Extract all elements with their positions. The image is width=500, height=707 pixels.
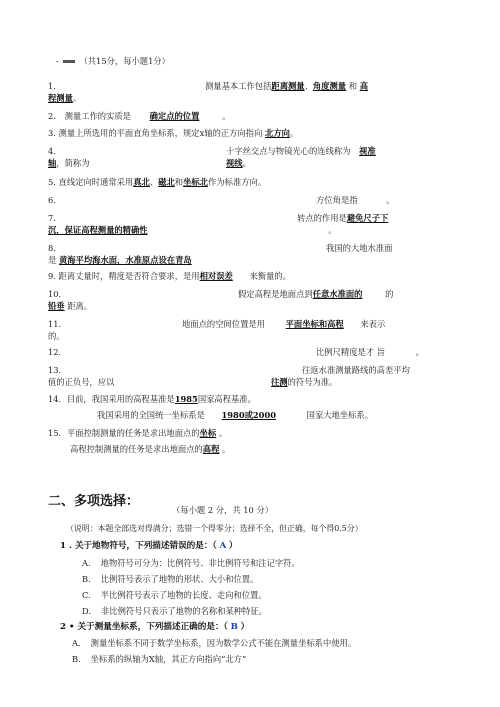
q8-line2: 是 黄海平均海水面，水准原点设在青岛 — [48, 255, 192, 265]
section1-scoring: （共15分，每小题1分） — [79, 56, 170, 66]
q4-answer-2: 视线。 — [226, 158, 251, 168]
q13-line2: 值的正负号，应以 — [48, 377, 115, 387]
q1-text: 测量基本工作包括距离测量、角度测量 和 高 — [205, 81, 369, 91]
q2: 2. 测量工作的实质是 确定点的位置 。 — [48, 111, 231, 121]
q9-answer: 相对误差 — [199, 271, 233, 281]
q1-answer-2: 角度测量 — [312, 81, 347, 91]
q12-text: 比例尺精度是才 旨 。 — [316, 347, 424, 357]
q8-answer: 黄海平均海水面，水准原点设在青岛 — [58, 255, 192, 265]
q1-line2: 程测量。 — [48, 93, 82, 103]
section2-title: 二、多项选择： — [48, 494, 140, 509]
q5-answer-3: 坐标北 — [183, 177, 208, 187]
mc-q2-answer: B — [230, 622, 238, 632]
mc-q1-option-a: A. 地物符号可分为：比例符号、非比例符号和注记字符。 — [82, 558, 300, 568]
mc-q1-option-c: C. 半比例符号表示了地物的长度、走向和位置。 — [82, 590, 267, 600]
q15: 15. 平面控制测量的任务是求出地面点的坐标 。 — [48, 428, 228, 438]
mc-q1-option-d: D. 非比例符号只表示了地物的名称和某种特征。 — [82, 606, 267, 616]
q13-number: 13. — [48, 365, 62, 375]
q1-answer-1: 距离测量 — [271, 81, 305, 91]
section2-scoring: （每小题 2 分，共 10 分） — [172, 505, 274, 515]
q15-line2: 高程控制测量的任务是求出地面点的高程 。 — [70, 444, 231, 454]
q4-number: 4. — [48, 146, 56, 156]
mc-q1-stem: 1 . 关于地物符号，下列描述错误的是：（ A ） — [60, 541, 238, 551]
q10-answer: 任意水准面的 — [312, 289, 363, 299]
mc-q1-option-b: B. 比例符号表示了地物的形状、大小和位置。 — [82, 574, 259, 584]
q14-line2: 我国采用的全国统一坐标系是 1980或2000 国家大地坐标系。 — [97, 410, 374, 420]
q12-number: 12. — [48, 347, 62, 357]
q13-text: 往返水准测量路线的高差平均 — [302, 365, 410, 375]
q1-answer-3: 高 — [359, 81, 369, 91]
q5: 5. 直线定向时通常采用真北、磁北和坐标北作为标准方向。 — [48, 177, 267, 187]
q10-text: 假定高程是地面点到任意水准面的 的 — [238, 289, 394, 299]
q7-text: 转点的作用是避免尺子下 — [297, 213, 389, 223]
q4-answer: 视准 — [359, 146, 376, 156]
q5-answer-1: 真北 — [133, 177, 150, 187]
mc-q1-answer: A — [219, 541, 227, 551]
q13-answer: 往测 — [271, 377, 288, 387]
mc-q2-option-b: B. 坐标系的纵轴为X轴，其正方向指向“北方” — [72, 654, 247, 664]
q9: 9. 距离丈量时，精度是否符合要求，是用相对误差 来衡量的。 — [48, 271, 291, 281]
q8-number: 8. — [48, 243, 56, 253]
section-marker: - — [56, 56, 59, 66]
q6-text: 方位角是指 。 — [316, 195, 395, 205]
q7-number: 7. — [48, 213, 56, 223]
q10-line2: 铅垂 距离。 — [48, 301, 93, 311]
q11-number: 11. — [48, 319, 62, 329]
q7-line2: 沉，保证高程测量的精确性 。 — [48, 225, 337, 235]
q15-answer-1: 坐标 — [199, 428, 217, 438]
q14: 14. 目前，我国采用的高程基准是1985国家高程基准。 — [48, 394, 256, 404]
q3-answer: 北方向 — [265, 128, 290, 138]
q14-answer-2: 1980或2000 — [221, 410, 276, 420]
q5-answer-2: 磁北 — [158, 177, 175, 187]
q11-text: 地面点的空间位置是用 平面坐标和高程 来表示 — [182, 319, 386, 329]
q15-answer-2: 高程 — [202, 444, 220, 454]
q13-answer-line: 往测的符号为准。 — [271, 377, 338, 387]
q11-answer: 平面坐标和高程 — [285, 319, 344, 329]
mc-q2-stem: 2 • 关于测量坐标系，下列描述正确的是：（ B ） — [60, 622, 250, 632]
mc-q2-option-a: A. 测量坐标系不同于数学坐标系，因为数学公式不能在测量坐标系中使用。 — [72, 638, 357, 648]
q7-answer: 避免尺子下 — [346, 213, 389, 223]
q11-line2: 的。 — [48, 331, 65, 341]
q14-answer-1: 1985 — [174, 394, 198, 404]
q10-number: 10. — [48, 289, 62, 299]
q4-line2: 轴，简称为 — [48, 158, 90, 168]
q2-answer: 确定点的位置 — [149, 111, 200, 121]
q4-text: 十字丝交点与物镜光心的连线称为 视准 — [226, 146, 376, 156]
section1-header — [56, 56, 170, 67]
q1-number: 1. — [48, 81, 56, 91]
redacted-mark — [63, 60, 75, 63]
q8-text: 我国的大地水准面 — [326, 243, 393, 253]
section2-note: （说明：本题全部选对得满分；选错一个得零分；选择不全，但正确，每个得0.5分） — [66, 524, 363, 533]
q6-number: 6. — [48, 195, 56, 205]
q3: 3. 测量上所选用的平面直角坐标系，规定x轴的正方向指向 北方向。 — [48, 128, 299, 138]
